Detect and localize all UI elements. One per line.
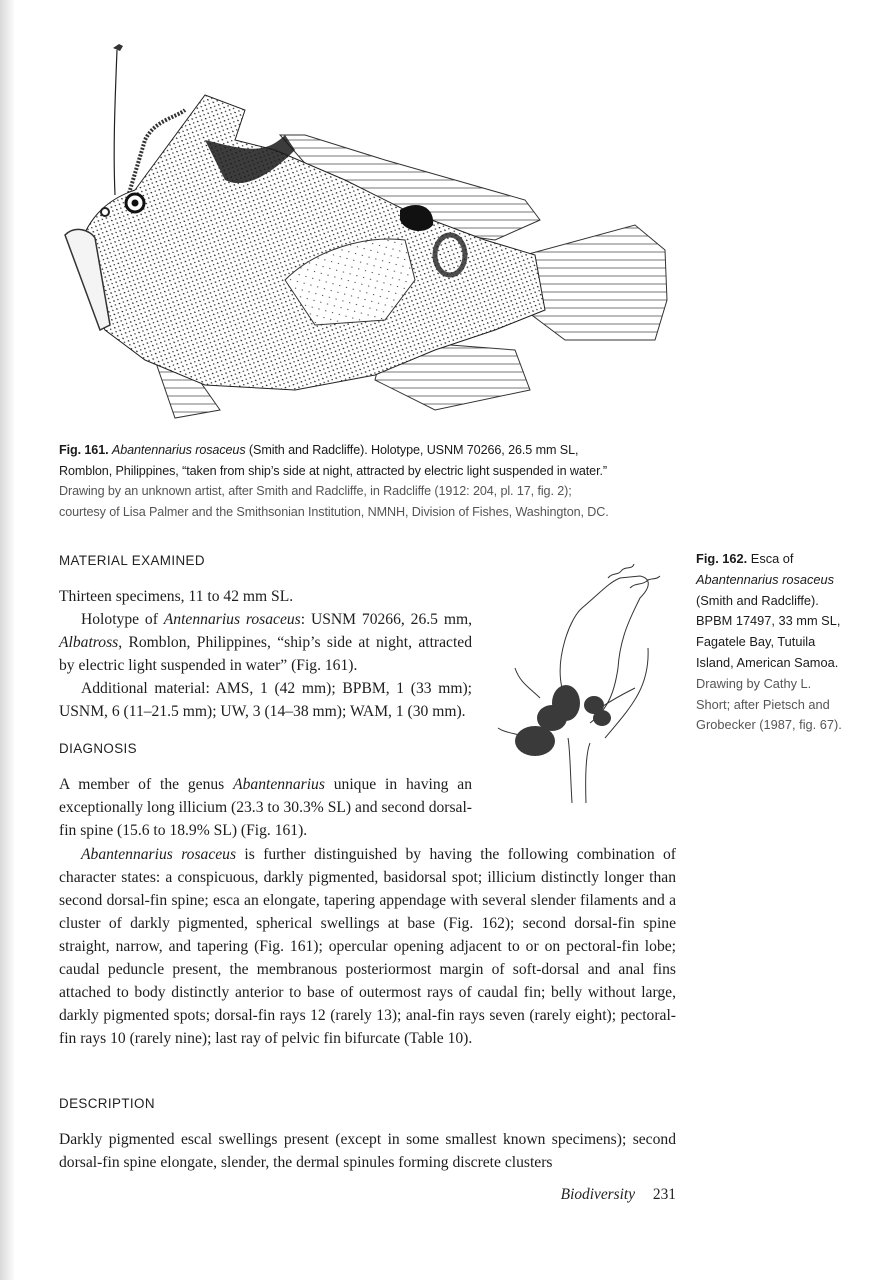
page-gutter-shadow bbox=[0, 0, 14, 1280]
diagnosis-p1: A member of the genus Abantennarius unique in having an exceptionally long illicium (23.3 to 30.3% SL) and second dorsal-fin spine (15.6 to 18.9% SL) (Fig. 161). bbox=[59, 776, 472, 839]
fig-162-label: Fig. 162. bbox=[696, 551, 748, 566]
fig-161-credit-1: Drawing by an unknown artist, after Smith and Radcliffe, in Radcliffe (1912: 204, pl. 17, fig. 2); bbox=[59, 484, 572, 499]
diagnosis-p2: Abantennarius rosaceus is further distinguished by having the following combination of character states: a conspicuous, darkly pigmented, basidorsal spot; illicium distinctly longer than second dorsal-fin spine; esca an elongate, tapering appendage with several slender filaments and a cluster of darkly pigmented, spherical swellings at base (Fig. 162); second dorsal-fin spine straight, narrow, and tapering (Fig. 161); opercular opening adjacent to or on pectoral-fin lobe; caudal peduncle present, the membranous posteriormost margin of soft-dorsal and anal fins attached to body distinctly anterior to base of outermost rays of caudal fin; belly without large, darkly pigmented spots; dorsal-fin rays 12 (rarely 13); anal-fin rays seven (rarely eight); pectoral-fin rays 10 (rarely nine); last ray of pelvic fin bifurcate (Table 10). bbox=[59, 846, 677, 1047]
filament-left-1 bbox=[515, 668, 540, 698]
caudal-fin bbox=[525, 225, 667, 340]
material-p1: Thirteen specimens, 11 to 42 mm SL. bbox=[59, 588, 294, 605]
material-p2: Holotype of Antennarius rosaceus: USNM 70266, 26.5 mm, Albatross, Romblon, Philippines, “ship’s side at night, attracted by electric light suspended in water” (Fig. 161). bbox=[59, 611, 472, 674]
esca-stalk-left bbox=[568, 738, 572, 803]
fig-161-line1: (Smith and Radcliffe). Holotype, USNM 70266, 26.5 mm SL, bbox=[245, 443, 579, 457]
fig-161-label: Fig. 161. bbox=[59, 443, 109, 457]
illicium bbox=[114, 50, 117, 195]
heading-material-examined: MATERIAL EXAMINED bbox=[59, 553, 205, 568]
fig-161-species: Abantennarius rosaceus bbox=[111, 443, 246, 457]
material-p3: Additional material: AMS, 1 (42 mm); BPBM, 1 (33 mm); USNM, 6 (11–21.5 mm); UW, 3 (14–38 mm); WAM, 1 (30 mm). bbox=[59, 680, 472, 720]
fig-162-credit: Drawing by Cathy L. Short; after Pietsch and Grobecker (1987, fig. 67). bbox=[696, 675, 842, 733]
fig-162-text-b: (Smith and Radcliffe). BPBM 17497, 33 mm SL, Fagatele Bay, Tutuila Island, American Samoa. bbox=[696, 592, 841, 670]
genus-name: Abantennarius bbox=[233, 776, 325, 793]
escal-swelling bbox=[593, 710, 611, 726]
fig-162-caption bbox=[696, 549, 846, 736]
fig-162-species: Abantennarius rosaceus bbox=[696, 571, 835, 587]
esca bbox=[113, 44, 123, 51]
holotype-species: Antennarius rosaceus bbox=[163, 611, 301, 628]
description-p1: Darkly pigmented escal swellings present (except in some smallest known specimens); second dorsal-fin spine elongate, slender, the dermal spinules forming discrete clusters bbox=[59, 1131, 676, 1171]
page-number: 231 bbox=[652, 1186, 676, 1203]
heading-diagnosis: DIAGNOSIS bbox=[59, 741, 138, 756]
filament-right bbox=[605, 648, 648, 738]
running-title: Biodiversity bbox=[560, 1186, 636, 1203]
escal-swelling bbox=[515, 726, 555, 756]
material-examined-body bbox=[59, 585, 472, 723]
fig-161-line2: Romblon, Philippines, “taken from ship’s side at night, attracted by electric light suspended in water.” bbox=[59, 463, 607, 478]
nostril bbox=[101, 208, 109, 216]
esca-stalk-right bbox=[586, 743, 590, 803]
species-name: Abantennarius rosaceus bbox=[81, 846, 237, 863]
fig-161-illustration bbox=[55, 40, 675, 430]
heading-description: DESCRIPTION bbox=[59, 1096, 155, 1111]
ship-name: Albatross bbox=[59, 634, 119, 651]
page-footer bbox=[561, 1186, 676, 1204]
filament-right-2 bbox=[600, 688, 635, 708]
fig-161-caption bbox=[59, 440, 689, 522]
filament-top-1 bbox=[608, 564, 634, 578]
fig-162-illustration bbox=[490, 548, 670, 806]
fig-161-credit-2: courtesy of Lisa Palmer and the Smithsonian Institution, NMNH, Division of Fishes, Washington, DC. bbox=[59, 504, 609, 519]
fig-162-text-a: Esca of bbox=[750, 551, 794, 566]
